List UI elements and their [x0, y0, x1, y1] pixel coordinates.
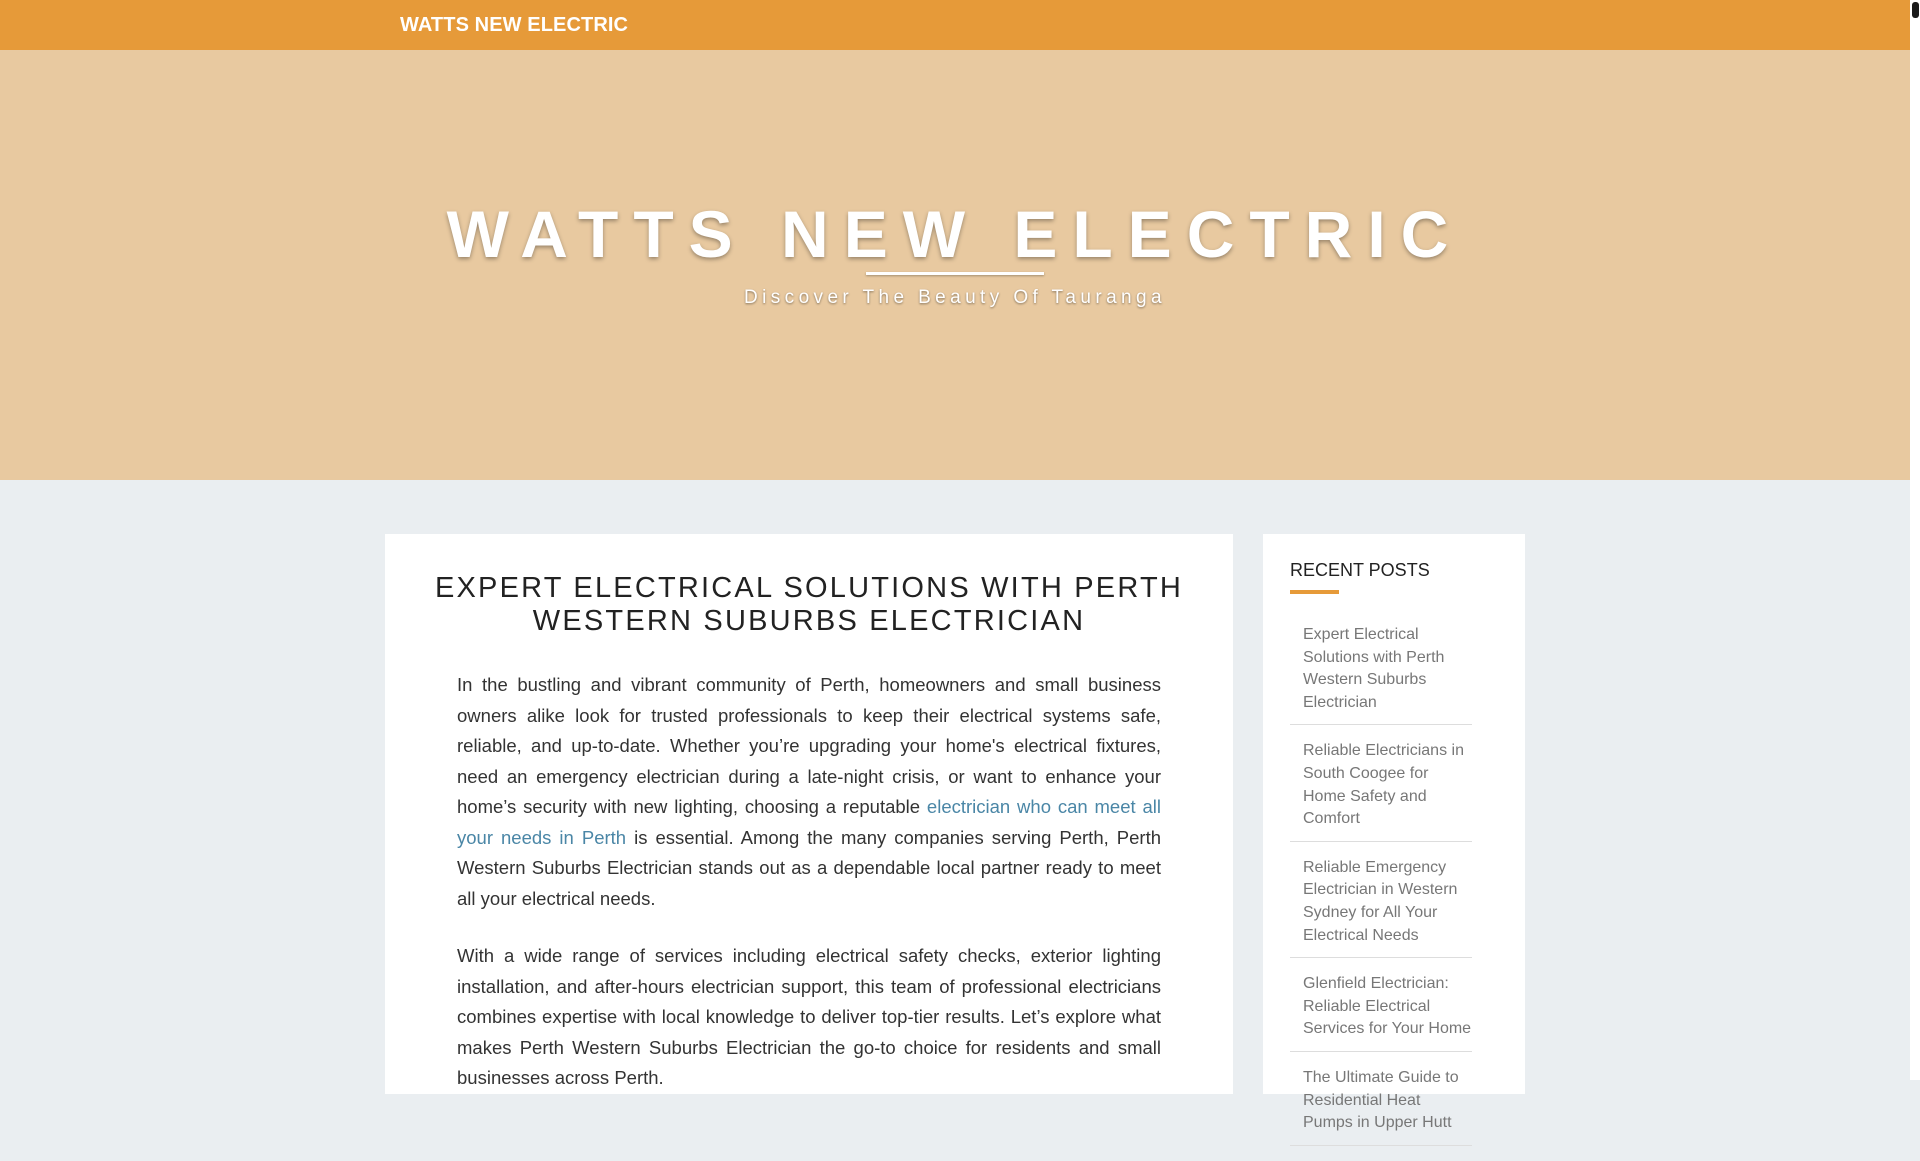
list-item — [1290, 857, 1472, 958]
heading-underline — [1290, 590, 1339, 594]
recent-post-link[interactable]: Reliable Electricians in South Coogee for Home Safety and Comfort — [1303, 742, 1464, 828]
hero-banner — [0, 50, 1910, 480]
recent-post-link[interactable]: Reliable Emergency Electrician in Western Sydney for All Your Electrical Needs — [1303, 858, 1458, 944]
top-navbar — [0, 0, 1910, 50]
scrollbar-thumb[interactable] — [1912, 2, 1919, 18]
site-tagline: Discover The Beauty Of Tauranga — [744, 287, 1166, 308]
list-item — [1290, 973, 1472, 1052]
article-paragraph-1 — [457, 670, 1161, 914]
paragraph-1-text-before: In the bustling and vibrant community of Perth, homeowners and small business owners alike look for trusted professionals to keep their electrical systems safe, reliable, and up-to-date. Whether you’re upgrading your home's electrical fixtures, need an emergency electrician during a late-night crisis, or want to enhance your home’s security with new lighting, choosing a reputable — [457, 674, 1161, 817]
recent-post-link[interactable]: The Ultimate Guide to Residential Heat Pumps in Upper Hutt — [1303, 1068, 1459, 1132]
recent-post-link[interactable]: Expert Electrical Solutions with Perth Western Suburbs Electrician — [1303, 626, 1445, 711]
list-item — [1290, 624, 1472, 725]
article-paragraph-2: With a wide range of services including electrical safety checks, exterior lighting installation, and after-hours electrician support, this team of professional electricians combines expertise with local knowledge to deliver top-tier results. Let’s explore what makes Perth Western Suburbs Electrician the go-to choice for residents and small businesses across Perth. — [457, 945, 1161, 1088]
title-divider — [866, 272, 1044, 275]
list-item — [1290, 740, 1472, 841]
sidebar-recent-posts — [1263, 534, 1525, 1132]
site-title[interactable]: WATTS NEW ELECTRIC — [446, 197, 1464, 271]
navbar-brand-link[interactable]: WATTS NEW ELECTRIC — [400, 14, 629, 36]
recent-posts-list — [1290, 624, 1472, 1161]
electrician-perth-link[interactable]: electrician who can meet all your needs in Perth — [457, 796, 1162, 848]
paragraph-1-text-after: is essential. Among the many companies serving Perth, Perth Western Suburbs Electrician stands out as a dependable local partner ready to meet all your electrical needs. — [457, 826, 1161, 909]
article-title: EXPERT ELECTRICAL SOLUTIONS WITH PERTH WESTERN SUBURBS ELECTRICIAN — [434, 572, 1184, 637]
scrollbar[interactable] — [1910, 0, 1920, 1080]
recent-post-link[interactable]: Glenfield Electrician: Reliable Electrical Services for Your Home — [1303, 975, 1472, 1038]
article-body — [457, 670, 1161, 1121]
article-card — [385, 534, 1233, 1094]
recent-posts-heading: RECENT POSTS — [1290, 560, 1430, 580]
list-item — [1290, 1067, 1472, 1146]
